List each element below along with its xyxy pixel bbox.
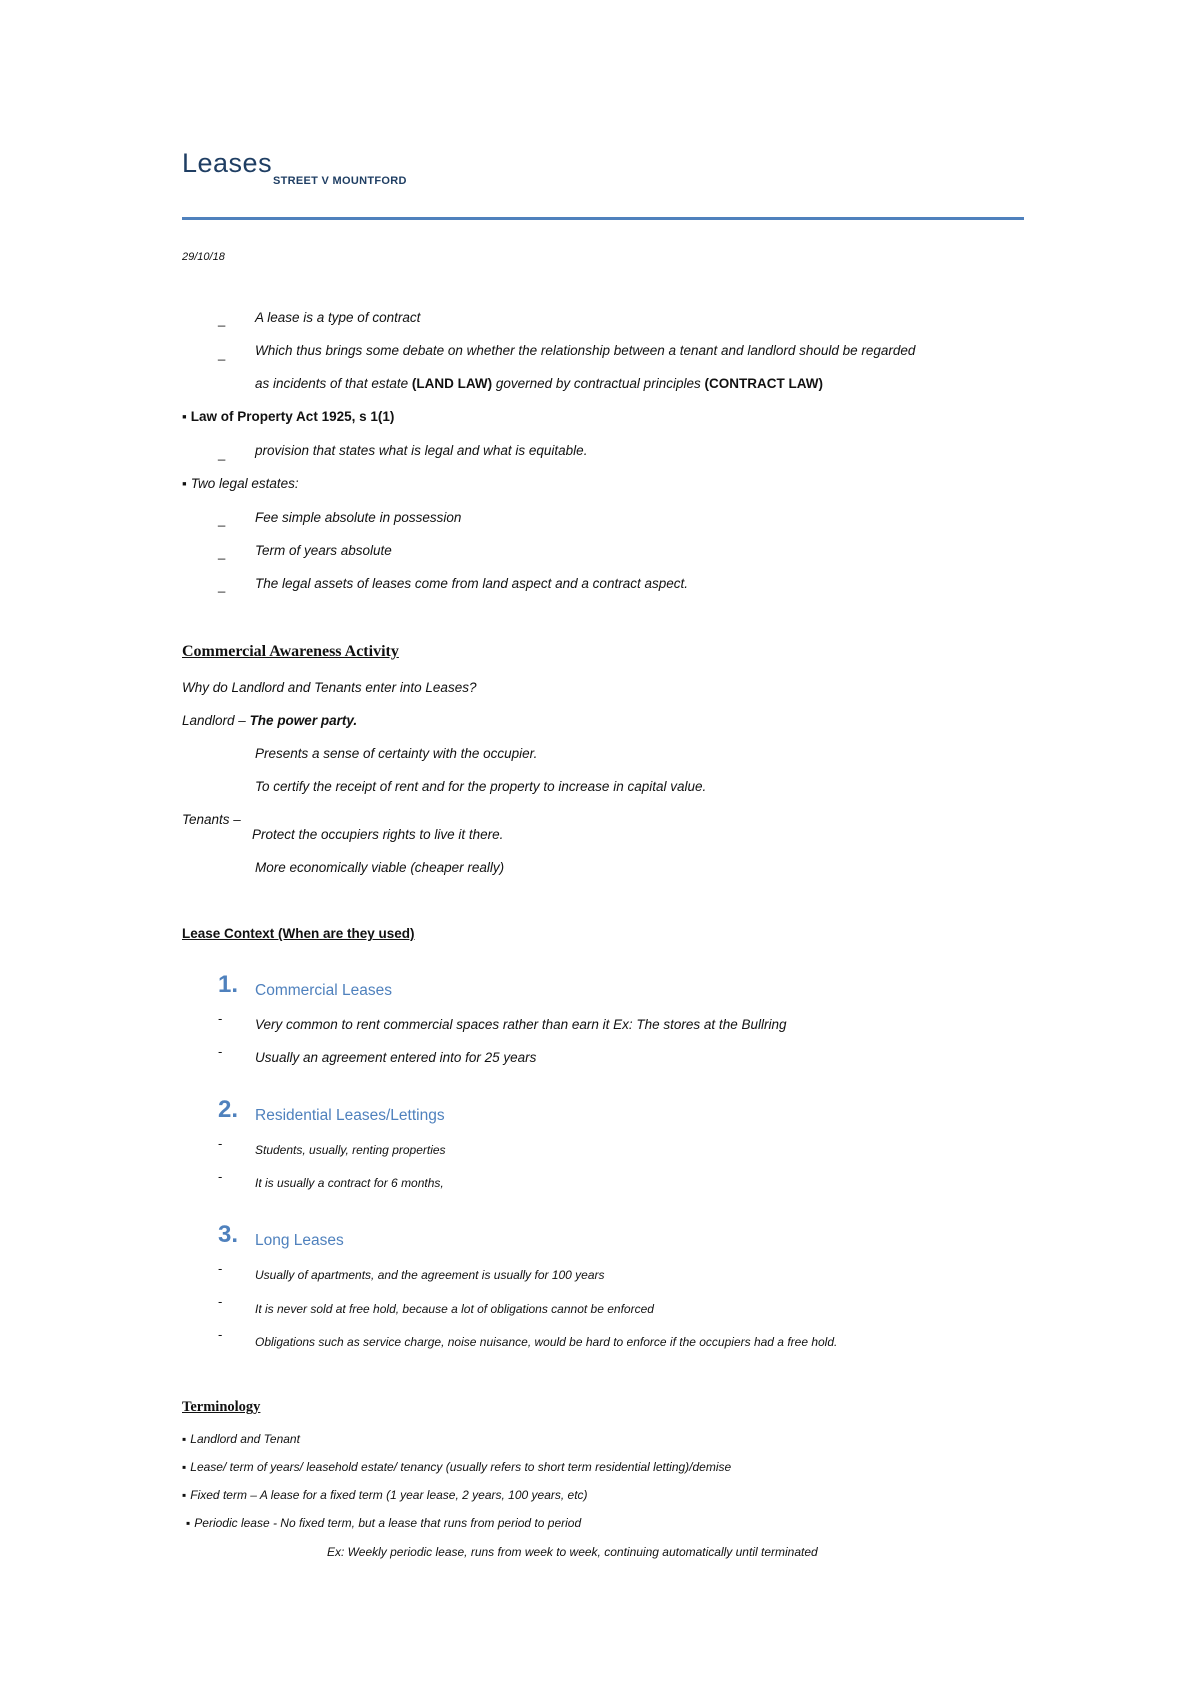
section-number: 1.	[218, 971, 239, 998]
term-1: ▪ Landlord and Tenant	[182, 1432, 300, 1446]
term-4-example: Ex: Weekly periodic lease, runs from week to week, continuing automatically until terminated	[327, 1545, 818, 1559]
dash-marker: -	[218, 1169, 223, 1184]
term-3: ▪ Fixed term – A lease for a fixed term (1 year lease, 2 years, 100 years, etc)	[182, 1488, 588, 1502]
long-point-2: It is never sold at free hold, because a lot of obligations cannot be enforced	[255, 1302, 654, 1316]
land-law-label: (LAND LAW)	[411, 376, 493, 391]
term-2: ▪ Lease/ term of years/ leasehold estate/ tenancy (usually refers to short term residential letting)/demise	[182, 1460, 731, 1474]
estates-bullet: ▪ Two legal estates:	[182, 476, 299, 491]
lpa-provision: provision that states what is legal and what is equitable.	[255, 443, 588, 458]
power-party-label: The power party.	[249, 713, 358, 728]
residential-point-1: Students, usually, renting properties	[255, 1143, 446, 1157]
dash-marker: -	[218, 1261, 223, 1276]
landlord-label: Landlord –	[182, 713, 250, 728]
tenants-label: Tenants –	[182, 812, 241, 827]
context-heading: Lease Context (When are they used)	[182, 926, 415, 941]
section-title-residential: Residential Leases/Lettings	[255, 1107, 445, 1124]
tenant-reason-2: More economically viable (cheaper really)	[255, 860, 505, 875]
dash-marker: _	[218, 346, 226, 361]
long-point-3: Obligations such as service charge, noise nuisance, would be hard to enforce if the occupiers had a free hold.	[255, 1335, 838, 1349]
estate-3: The legal assets of leases come from land aspect and a contract aspect.	[255, 576, 688, 591]
dash-marker: _	[218, 446, 226, 461]
dash-marker: -	[218, 1011, 223, 1026]
section-title-long: Long Leases	[255, 1232, 344, 1249]
intro-line-1: A lease is a type of contract	[255, 310, 421, 325]
contract-law-label: (CONTRACT LAW)	[704, 376, 823, 391]
landlord-line	[182, 713, 357, 728]
section-title-commercial: Commercial Leases	[255, 982, 392, 999]
dash-marker: _	[218, 545, 226, 560]
commercial-heading: Commercial Awareness Activity	[182, 643, 399, 660]
dash-marker: -	[218, 1294, 223, 1309]
dash-marker: _	[218, 512, 226, 527]
commercial-point-2: Usually an agreement entered into for 25 years	[255, 1050, 537, 1065]
page-title: Leases	[182, 148, 273, 178]
intro-line-3-c: governed by contractual principles	[492, 376, 705, 391]
dash-marker: -	[218, 1044, 223, 1059]
long-point-1: Usually of apartments, and the agreement is usually for 100 years	[255, 1268, 605, 1282]
dash-marker: -	[218, 1136, 223, 1151]
date-text: 29/10/18	[182, 251, 225, 263]
section-number: 2.	[218, 1096, 239, 1123]
intro-line-3-a: as incidents of that estate	[255, 376, 412, 391]
landlord-reason-2: To certify the receipt of rent and for the property to increase in capital value.	[255, 779, 707, 794]
page-subtitle: STREET V MOUNTFORD	[273, 175, 407, 187]
term-4: ▪ Periodic lease - No fixed term, but a lease that runs from period to period	[186, 1516, 581, 1530]
dash-marker: -	[218, 1327, 223, 1342]
commercial-point-1: Very common to rent commercial spaces rather than earn it Ex: The stores at the Bullring	[255, 1017, 787, 1032]
intro-line-2: Which thus brings some debate on whether the relationship between a tenant and landlord should be regarded	[255, 343, 916, 358]
dash-marker: _	[218, 312, 226, 327]
estate-2: Term of years absolute	[255, 543, 392, 558]
tenant-reason-1: Protect the occupiers rights to live it there.	[252, 827, 504, 842]
intro-line-3	[255, 376, 823, 391]
commercial-question: Why do Landlord and Tenants enter into Leases?	[182, 680, 477, 695]
title-underline	[182, 217, 1024, 220]
estate-1: Fee simple absolute in possession	[255, 510, 462, 525]
section-number: 3.	[218, 1221, 239, 1248]
landlord-reason-1: Presents a sense of certainty with the occupier.	[255, 746, 538, 761]
lpa-bullet: ▪ Law of Property Act 1925, s 1(1)	[182, 409, 394, 424]
residential-point-2: It is usually a contract for 6 months,	[255, 1176, 444, 1190]
dash-marker: _	[218, 578, 226, 593]
terminology-heading: Terminology	[182, 1399, 261, 1415]
